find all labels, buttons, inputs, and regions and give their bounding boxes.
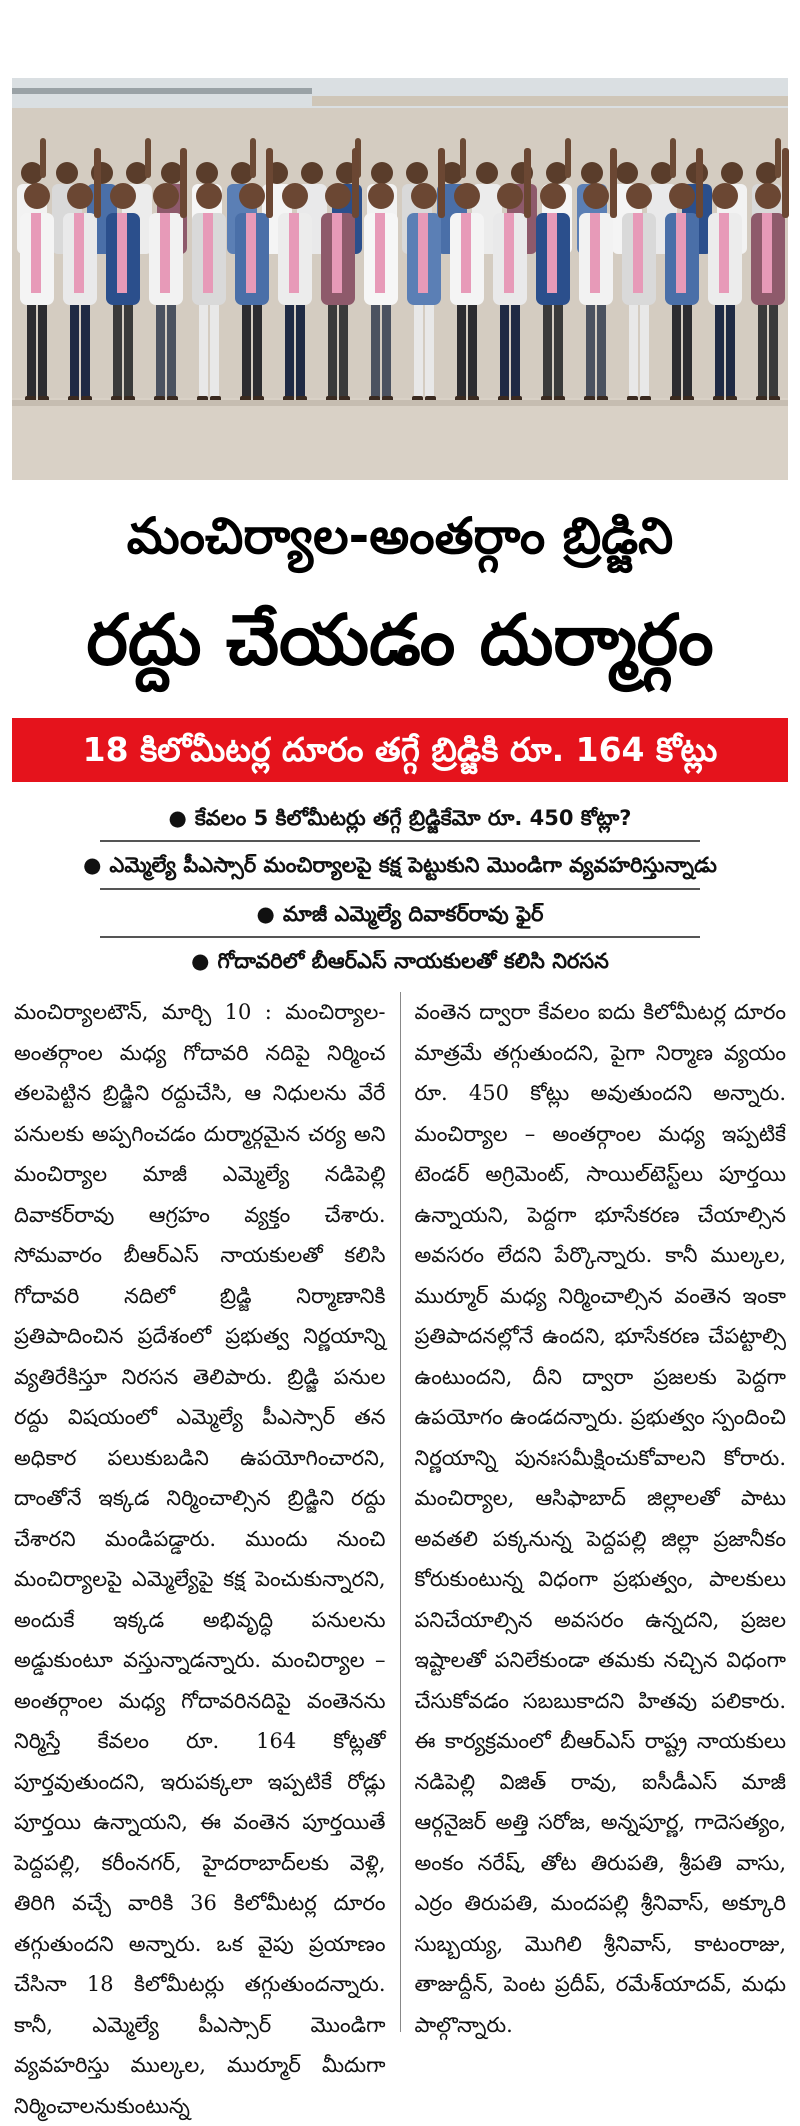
article-body bbox=[14, 992, 786, 2118]
bullet-dot-icon: ● bbox=[83, 853, 102, 877]
bullet-text: గోదావరిలో బీఆర్ఎస్ నాయకులతో కలిసి నిరసన bbox=[217, 949, 609, 973]
bullet-text: ఎమ్మెల్యే పీఎస్సార్ మంచిర్యాలపై కక్ష పెట్టుకుని మొండిగా వ్యవహరిస్తున్నాడు bbox=[109, 853, 717, 877]
headline-line-1: మంచిర్యాల-అంతర్గాం బ్రిడ్జిని bbox=[126, 507, 674, 565]
protest-photo bbox=[12, 78, 788, 480]
bullet-divider bbox=[100, 840, 700, 842]
bullet-divider bbox=[100, 888, 700, 890]
bullet-point-3 bbox=[0, 896, 800, 936]
headline-line-2: రద్దు చేయడం దుర్మార్గం bbox=[86, 599, 714, 681]
bullet-text: కేవలం 5 కిలోమీటర్లు తగ్గే బ్రిడ్జికేమో రూ. 450 కోట్లా? bbox=[194, 806, 632, 830]
group-photo-illustration bbox=[12, 78, 788, 480]
bullet-point-4 bbox=[0, 943, 800, 983]
bullet-text: మాజీ ఎమ్మెల్యే దివాకర్‌రావు ఫైర్ bbox=[282, 902, 544, 926]
bullet-divider bbox=[100, 936, 700, 938]
red-banner-subheading: 18 కిలోమీటర్ల దూరం తగ్గే బ్రిడ్జికి రూ. 164 కోట్లు bbox=[12, 718, 788, 782]
bullet-point-1 bbox=[0, 800, 800, 840]
bullet-dot-icon: ● bbox=[168, 806, 187, 830]
article-column-right: వంతెన ద్వారా కేవలం ఐదు కిలోమీటర్ల దూరం మాత్రమే తగ్గుతుందని, పైగా నిర్మాణ వ్యయం రూ. 450 కోట్లు అవుతుందని అన్నారు. మంచిర్యాల – అంతర్గాంల మధ్య ఇప్పటికే టెండర్ అగ్రిమెంట్, సాయిల్‌టెస్ట్‌లు పూర్తయి ఉన్నాయని, పెద్దగా భూసేకరణ చేయాల్సిన అవసరం లేదని పేర్కొన్నారు. కానీ ముల్కల, ముర్మూర్ మధ్య నిర్మించాల్సిన వంతెన ఇంకా ప్రతిపాదనల్లోనే ఉందని, భూసేకరణ చేపట్టాల్సి ఉంటుందని, దీని ద్వారా ప్రజలకు పెద్దగా ఉపయోగం ఉండదన్నారు. ప్రభుత్వం స్పందించి నిర్ణయాన్ని పునఃసమీక్షించుకోవాలని కోరారు. మంచిర్యాల, ఆసిఫాబాద్ జిల్లాలతో పాటు అవతలి పక్కనున్న పెద్దపల్లి జిల్లా ప్రజానీకం కోరుకుంటున్న విధంగా ప్రభుత్వం, పాలకులు పనిచేయాల్సిన అవసరం ఉన్నదని, ప్రజల ఇష్టాలతో పనిలేకుండా తమకు నచ్చిన విధంగా చేసుకోవడం సబబుకాదని హితవు పలికారు. ఈ కార్యక్రమంలో బీఆర్ఎస్ రాష్ట్ర నాయకులు నడిపెల్లి విజిత్ రావు, ఐసీడీఎస్ మాజీ ఆర్గనైజర్ అత్తి సరోజ, అన్నపూర్ణ, గాదెసత్యం, అంకం నరేష్, తోట తిరుపతి, శ్రీపతి వాసు, ఎర్రం తిరుపతి, మందపల్లి శ్రీనివాస్, అక్కూరి సుబ్బయ్య, మొగిలి శ్రీనివాస్, కాటంరాజు, తాజుద్దీన్, పెంట ప్రదీప్, రమేశ్‌యాదవ్, మధు పాల్గొన్నారు. bbox=[414, 1000, 786, 2037]
column-divider bbox=[400, 992, 401, 2032]
bullet-point-2 bbox=[0, 847, 800, 887]
bullet-dot-icon: ● bbox=[191, 949, 210, 973]
bullet-dot-icon: ● bbox=[256, 902, 275, 926]
article-column-left: మంచిర్యాలటౌన్, మార్చి 10 : మంచిర్యాల-అంతర్గాంల మధ్య గోదావరి నదిపై నిర్మించ తలపెట్టిన బ్రిడ్జిని రద్దుచేసి, ఆ నిధులను వేరే పనులకు అప్పగించడం దుర్మార్గమైన చర్య అని మంచిర్యాల మాజీ ఎమ్మెల్యే నడిపెల్లి దివాకర్‌రావు ఆగ్రహం వ్యక్తం చేశారు. సోమవారం బీఆర్ఎస్ నాయకులతో కలిసి గోదావరి నదిలో బ్రిడ్జి నిర్మాణానికి ప్రతిపాదించిన ప్రదేశంలో ప్రభుత్వ నిర్ణయాన్ని వ్యతిరేకిస్తూ నిరసన తెలిపారు. బ్రిడ్జి పనుల రద్దు విషయంలో ఎమ్మెల్యే పీఎస్సార్ తన అధికార పలుకుబడిని ఉపయోగించారని, దాంతోనే ఇక్కడ నిర్మించాల్సిన బ్రిడ్జిని రద్దు చేశారని మండిపడ్డారు. ముందు నుంచి మంచిర్యాలపై ఎమ్మెల్యేపై కక్ష పెంచుకున్నారని, అందుకే ఇక్కడ అభివృద్ధి పనులను అడ్డుకుంటూ వస్తున్నాడన్నారు. మంచిర్యాల – అంతర్గాంల మధ్య గోదావరినదిపై వంతెనను నిర్మిస్తే కేవలం రూ. 164 కోట్లతో పూర్తవుతుందని, ఇరుపక్కలా ఇప్పటికే రోడ్లు పూర్తయి ఉన్నాయని, ఈ వంతెన పూర్తయితే పెద్దపల్లి, కరీంనగర్, హైదరాబాద్‌లకు వెళ్లి, తిరిగి వచ్చే వారికి 36 కిలోమీటర్ల దూరం తగ్గుతుందని అన్నారు. ఒక వైపు ప్రయాణం చేసినా 18 కిలోమీటర్లు తగ్గుతుందన్నారు. కానీ, ఎమ్మెల్యే పీఎస్సార్ మొండిగా వ్యవహరిస్తు ముల్కల, ముర్మూర్ మీదుగా నిర్మించాలనుకుంటున్న bbox=[14, 1000, 386, 2118]
